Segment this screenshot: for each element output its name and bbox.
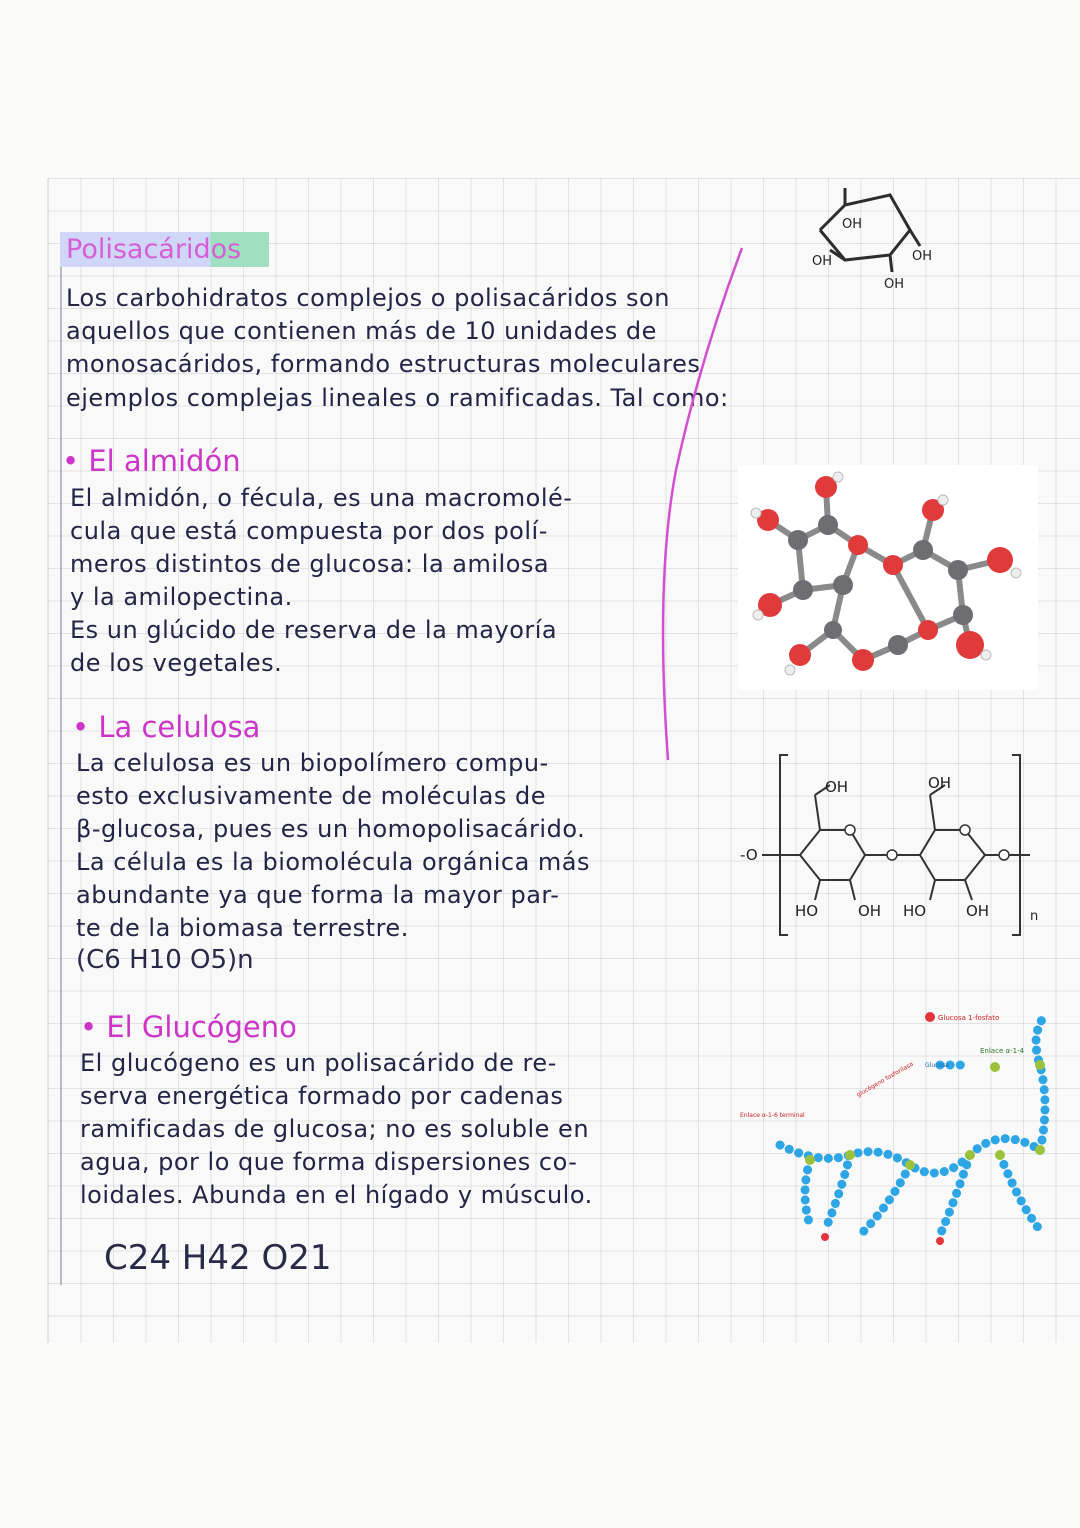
almidon-line: de los vegetales. bbox=[70, 649, 283, 677]
cellulose-oh-label: HO bbox=[795, 902, 819, 920]
cellulose-end-label: -O bbox=[740, 846, 758, 864]
page-title: Polisacáridos bbox=[60, 232, 269, 267]
section-heading-text: El Glucógeno bbox=[106, 1010, 297, 1044]
cellulose-oh-label: OH bbox=[966, 902, 990, 920]
glycogen-label: glucógeno fosforilasa bbox=[855, 1060, 915, 1099]
almidon-line: El almidón, o fécula, es una macromolé- bbox=[70, 484, 573, 512]
section-heading-glucogeno: • El Glucógeno bbox=[80, 1010, 297, 1044]
glucogeno-line: serva energética formado por cadenas bbox=[80, 1082, 564, 1110]
starch-molecule-model bbox=[738, 465, 1038, 690]
glycogen-label: Glucosa 1-fosfato bbox=[938, 1014, 1000, 1022]
celulosa-line: esto exclusivamente de moléculas de bbox=[76, 782, 546, 810]
glucogeno-formula: C24 H42 O21 bbox=[104, 1238, 332, 1278]
intro-line: ejemplos complejas lineales o ramificadas. Tal como: bbox=[66, 384, 729, 412]
celulosa-line: La celulosa es un biopolímero compu- bbox=[76, 749, 549, 777]
celulosa-line: β-glucosa, pues es un homopolisacárido. bbox=[76, 815, 586, 843]
cellulose-subscript: n bbox=[1030, 909, 1039, 924]
glucogeno-line: agua, por lo que forma dispersiones co- bbox=[80, 1148, 578, 1176]
glucose-oh-label: OH bbox=[912, 249, 933, 264]
section-heading-text: El almidón bbox=[88, 444, 241, 478]
intro-line: Los carbohidratos complejos o polisacáridos son bbox=[66, 284, 670, 312]
celulosa-line: abundante ya que forma la mayor par- bbox=[76, 881, 560, 909]
celulosa-line: te de la biomasa terrestre. bbox=[76, 914, 409, 942]
section-heading-text: La celulosa bbox=[98, 710, 261, 744]
glucose-oh-label: OH bbox=[812, 254, 833, 269]
glycogen-label: Enlace α-1-6 terminal bbox=[740, 1112, 805, 1119]
cellulose-oh-label: OH bbox=[825, 778, 849, 796]
celulosa-formula: (C6 H10 O5)n bbox=[76, 945, 254, 975]
glucose-ring-diagram bbox=[800, 180, 950, 295]
glycogen-label: Glucosa bbox=[925, 1062, 949, 1069]
almidon-line: cula que está compuesta por dos polí- bbox=[70, 517, 548, 545]
glucose-oh-label: OH bbox=[842, 217, 863, 232]
intro-line: monosacáridos, formando estructuras moleculares bbox=[66, 350, 701, 378]
almidon-line: Es un glúcido de reserva de la mayoría bbox=[70, 616, 558, 644]
celulosa-line: La célula es la biomolécula orgánica más bbox=[76, 848, 591, 876]
section-heading-celulosa: • La celulosa bbox=[72, 710, 261, 744]
cellulose-structure-diagram bbox=[740, 750, 1050, 945]
notebook-margin-line bbox=[60, 240, 62, 1285]
cellulose-oh-label: OH bbox=[928, 774, 952, 792]
glycogen-label: Enlace α-1-4 bbox=[980, 1047, 1025, 1055]
cellulose-oh-label: OH bbox=[858, 902, 882, 920]
intro-line: aquellos que contienen más de 10 unidades de bbox=[66, 317, 657, 345]
glycogen-chain-diagram bbox=[740, 1005, 1070, 1255]
glucogeno-line: loidales. Abunda en el hígado y músculo. bbox=[80, 1181, 593, 1209]
section-heading-almidon: • El almidón bbox=[62, 444, 241, 478]
glucogeno-line: El glucógeno es un polisacárido de re- bbox=[80, 1049, 557, 1077]
almidon-line: y la amilopectina. bbox=[70, 583, 293, 611]
cellulose-oh-label: HO bbox=[903, 902, 927, 920]
glucose-oh-label: OH bbox=[884, 277, 905, 292]
almidon-line: meros distintos de glucosa: la amilosa bbox=[70, 550, 550, 578]
glucogeno-line: ramificadas de glucosa; no es soluble en bbox=[80, 1115, 590, 1143]
